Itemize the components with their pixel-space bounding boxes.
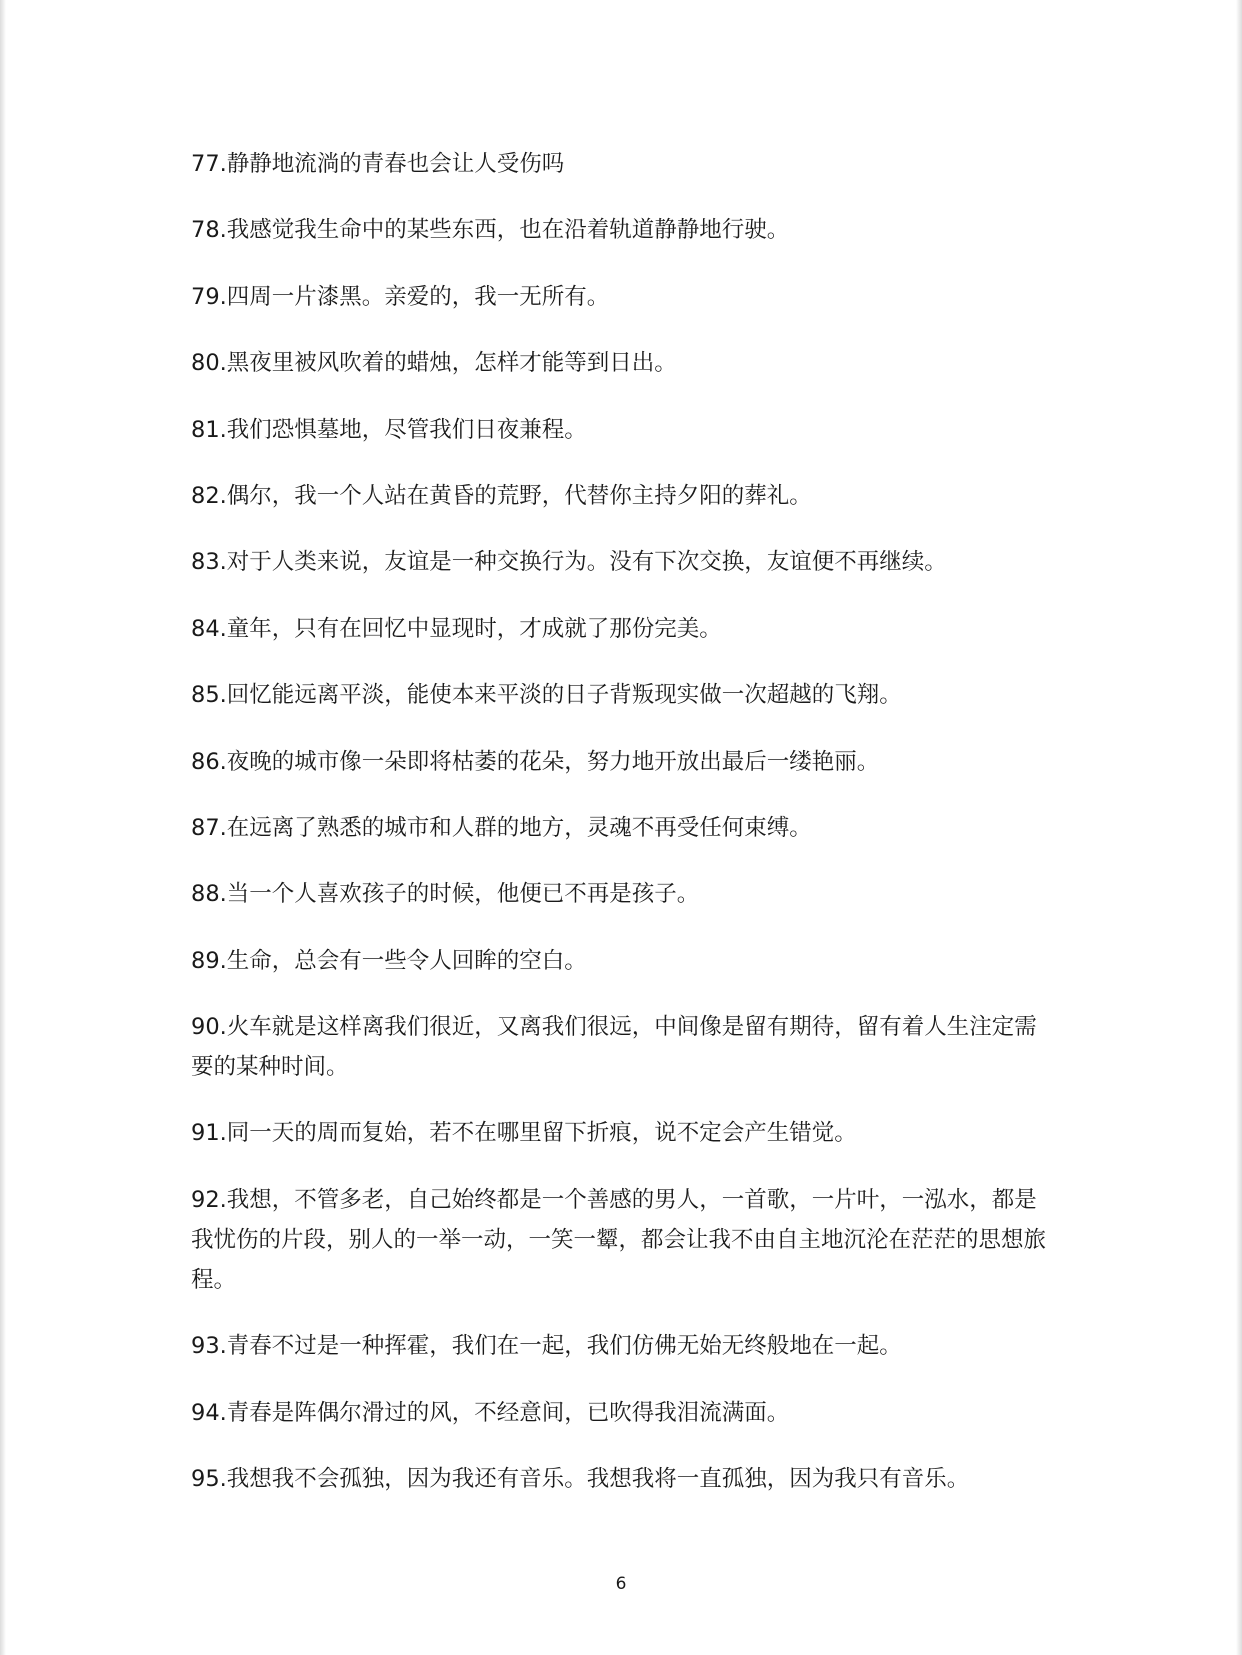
quote-item: 95.我想我不会孤独，因为我还有音乐。我想我将一直孤独，因为我只有音乐。 [191,1466,970,1493]
quote-item: 81.我们恐惧墓地，尽管我们日夜兼程。 [191,416,587,443]
page-edge-left [0,0,6,1655]
quote-item: 77.静静地流淌的青春也会让人受伤吗 [191,151,565,177]
quote-item: 86.夜晚的城市像一朵即将枯萎的花朵，努力地开放出最后一缕艳丽。 [191,748,880,775]
page-edge-right [1236,0,1242,1655]
quote-item: 91.同一天的周而复始，若不在哪里留下折痕，说不定会产生错觉。 [191,1120,857,1147]
quote-item: 92.我想，不管多老，自己始终都是一个善感的男人，一首歌，一片叶，一泓水，都是我忧伤的片段，别人的一举一动，一笑一颦，都会让我不由自主地沉沦在茫茫的思想旅程。 [191,1186,1047,1293]
quote-item: 85.回忆能远离平淡，能使本来平淡的日子背叛现实做一次超越的飞翔。 [191,682,902,709]
quote-item: 78.我感觉我生命中的某些东西，也在沿着轨道静静地行驶。 [191,217,790,244]
quote-item: 82.偶尔，我一个人站在黄昏的荒野，代替你主持夕阳的葬礼。 [191,482,812,509]
quote-item: 93.青春不过是一种挥霍，我们在一起，我们仿佛无始无终般地在一起。 [191,1333,902,1360]
quote-item: 80.黑夜里被风吹着的蜡烛，怎样才能等到日出。 [191,350,677,377]
quote-item: 83.对于人类来说，友谊是一种交换行为。没有下次交换，友谊便不再继续。 [191,549,947,576]
quote-item: 84.童年，只有在回忆中显现时，才成就了那份完美。 [191,615,722,642]
quote-item: 87.在远离了熟悉的城市和人群的地方，灵魂不再受任何束缚。 [191,814,812,841]
quote-list [191,144,1053,1525]
quote-item: 89.生命，总会有一些令人回眸的空白。 [191,947,587,974]
quote-item: 94.青春是阵偶尔滑过的风，不经意间，已吹得我泪流满面。 [191,1399,790,1426]
quote-item: 79.四周一片漆黑。亲爱的，我一无所有。 [191,283,610,310]
quote-item: 88.当一个人喜欢孩子的时候，他便已不再是孩子。 [191,881,700,908]
quote-item: 90.火车就是这样离我们很近，又离我们很远，中间像是留有期待，留有着人生注定需要的某种时间。 [191,1014,1037,1081]
page-number: 6 [615,1574,627,1594]
